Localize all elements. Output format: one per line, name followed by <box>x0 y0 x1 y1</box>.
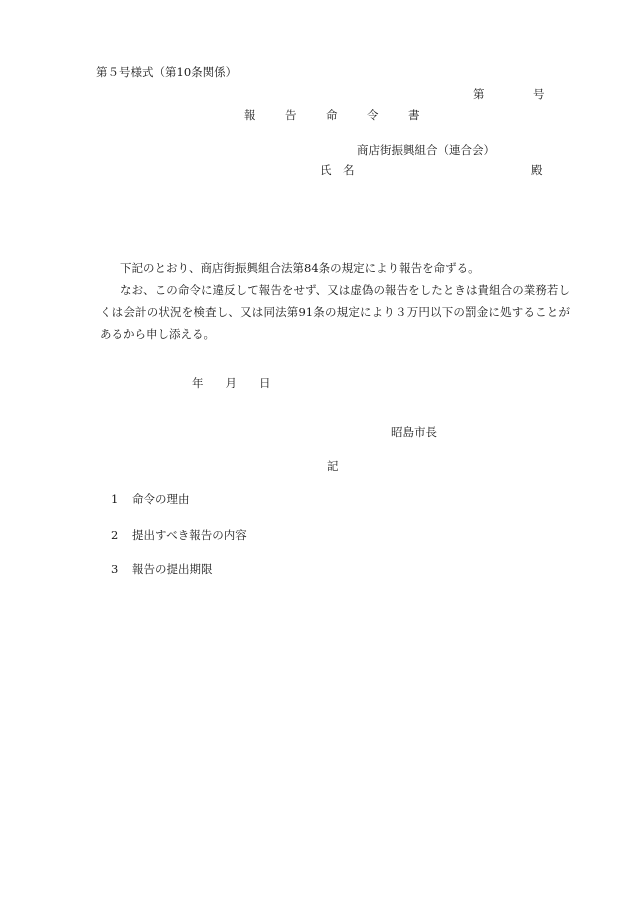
list-item-text: 提出すべき報告の内容 <box>132 528 247 542</box>
list-item <box>111 530 247 542</box>
issuer: 昭島市長 <box>391 425 437 439</box>
list-item-text: 報告の提出期限 <box>132 562 213 576</box>
document-number-label: 第 <box>473 87 485 101</box>
honorific: 殿 <box>531 163 543 177</box>
list-item-number: 2 <box>111 528 119 542</box>
list-item-number: 3 <box>111 562 119 576</box>
title-char: 告 <box>285 108 297 122</box>
document-title <box>244 110 449 122</box>
title-char: 命 <box>326 108 338 122</box>
addressee-name-label: 氏 名 <box>320 163 355 177</box>
ki-heading: 記 <box>327 459 339 473</box>
date-line <box>192 378 271 390</box>
title-char: 報 <box>244 108 256 122</box>
title-char: 令 <box>367 108 379 122</box>
document-number-suffix: 号 <box>533 87 545 101</box>
date-month: 月 <box>225 376 237 390</box>
addressee-organization: 商店街振興組合（連合会） <box>357 143 495 157</box>
date-day: 日 <box>259 376 271 390</box>
list-item-number: 1 <box>111 492 119 506</box>
date-year: 年 <box>192 376 204 390</box>
body-paragraph-2: なお、この命令に違反して報告をせず、又は虚偽の報告をしたときは貴組合の業務若しくは会計の状況を検査し、又は同法第91条の規定により３万円以下の罰金に処することがあるから申し添える。 <box>100 283 570 341</box>
title-char: 書 <box>408 108 420 122</box>
body-paragraph-1: 下記のとおり、商店街振興組合法第84条の規定により報告を命ずる。 <box>120 261 480 275</box>
form-label: 第５号様式（第10条関係） <box>96 65 238 79</box>
list-item <box>111 564 213 576</box>
list-item <box>111 494 190 506</box>
list-item-text: 命令の理由 <box>132 492 190 506</box>
